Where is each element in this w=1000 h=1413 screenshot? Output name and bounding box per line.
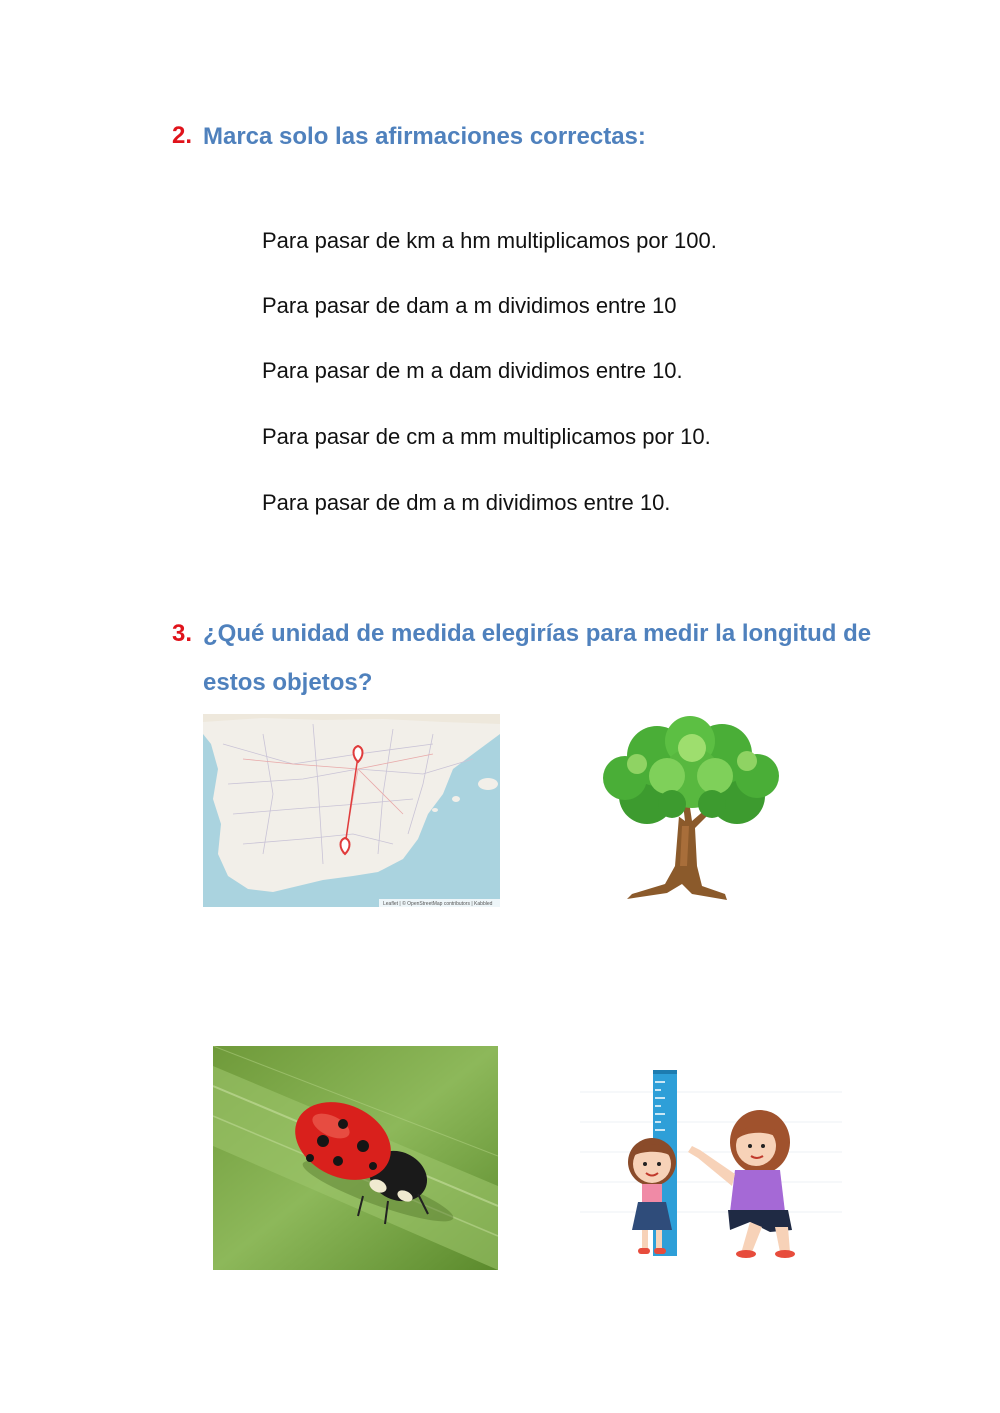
statement-4[interactable]: Para pasar de cm a mm multiplicamos por 10. (262, 424, 711, 449)
question-3-title-line1: ¿Qué unidad de medida elegirías para medir la longitud de (203, 620, 872, 647)
statement-5[interactable]: Para pasar de dm a m dividimos entre 10. (262, 490, 671, 515)
ladybug-image (213, 1046, 498, 1270)
question-2-number: 2. (172, 122, 193, 149)
question-2-title: Marca solo las afirmaciones correctas: (203, 123, 646, 150)
map-attribution: Leaflet | © OpenStreetMap contributors | Kabbled (383, 901, 493, 907)
statement-3[interactable]: Para pasar de m a dam dividimos entre 10. (262, 358, 683, 383)
tree-image (597, 716, 783, 906)
question-3-number: 3. (172, 620, 193, 647)
height-measuring-image (580, 1062, 842, 1267)
question-3-title-line2: estos objetos? (203, 669, 373, 696)
statement-1[interactable]: Para pasar de km a hm multiplicamos por 100. (262, 228, 717, 253)
map-image (203, 714, 500, 907)
statement-2[interactable]: Para pasar de dam a m dividimos entre 10 (262, 293, 677, 318)
